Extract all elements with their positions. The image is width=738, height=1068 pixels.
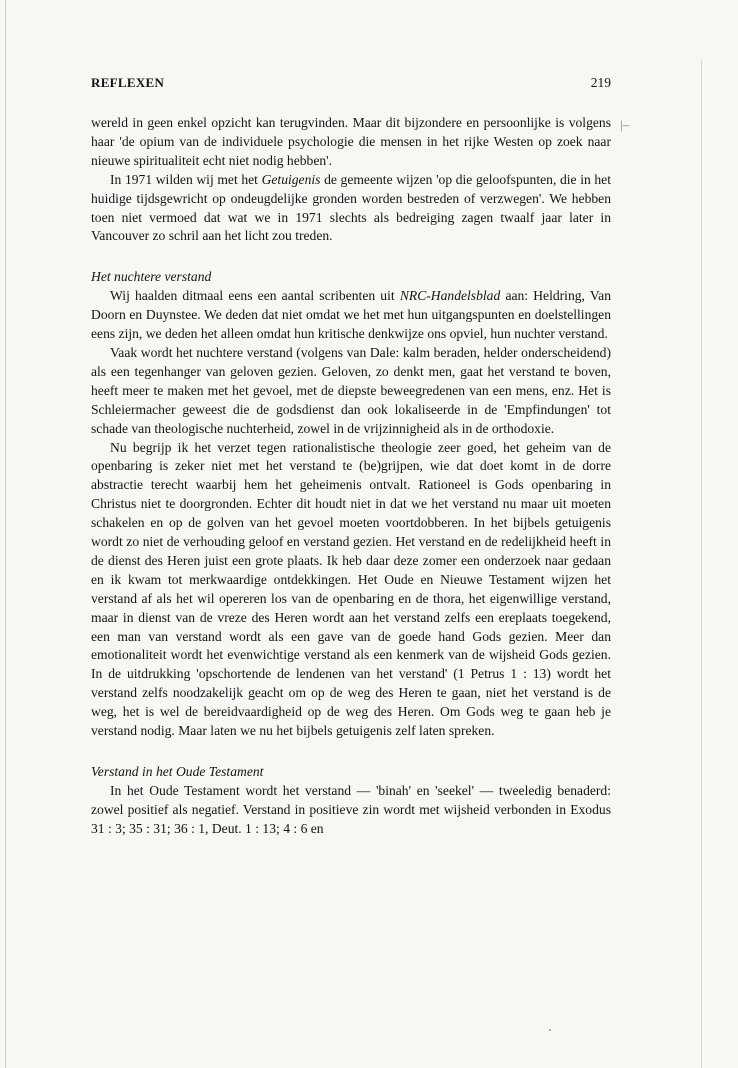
nrc-title: NRC-Handelsblad [399, 288, 501, 304]
margin-mark: |– [620, 117, 630, 132]
section-heading-nuchtere-verstand: Het nuchtere verstand [91, 269, 212, 285]
paragraph-1: wereld in geen enkel opzicht kan terugvinden. Maar dit bijzondere en persoonlijke is volgens haar 'de opium van de individuele psychologie die mensen in het rijke Westen op zoek naar nieuwe spiritualiteit echt niet nodig hebben'. [91, 115, 611, 168]
page-edge-right [701, 60, 702, 1068]
paragraph-2-start: In 1971 wilden wij met het [110, 171, 262, 187]
paragraph-3-rest: aan: Heldring, Van Doorn en Duynstee. We deden dat niet omdat we het met hun uitgangspunten en doelstellingen eens zijn, we deden het alleen omdat hun kritische denkwijze ons opviel, hun nuchter verstand. [91, 288, 612, 342]
page-edge-left [5, 0, 6, 1068]
paragraph-5: Nu begrijp ik het verzet tegen rationalistische theologie zeer goed, het geheim van de openbaring is zeker niet met het verstand te (be)grijpen, wie dat doet komt in de dorre abstractie terecht waarbij hem het geheimenis ontvalt. Rationeel is Gods openbaring in Christus niet te doorgronden. Echter dit houdt niet in dat we het verstand nu maar uit moeten schakelen en op de golven van het gevoel moeten voortdobberen. In het bijbels getuigenis wordt zo niet de verhouding geloof en verstand gezien. Het verstand en de redelijkheid heeft in de dienst des Heren juist een grote plaats. Ik heb daar deze zomer een onderzoek naar gedaan en ik kwam tot merkwaardige ontdekkingen. Het Oude en Nieuwe Testament wijzen het verstand af als het wil opereren los van de openbaring en de thora, het eigenwillige verstand, maar in dienst van de vreze des Heren wordt aan het verstand zelfs een ereplaats toegekend, een man van verstand wordt als een gave van de goede hand Gods gezien. Meer dan emotionaliteit wordt het evenwichtige verstand als een kenmerk van de wijsheid Gods gezien. In de uitdrukking 'opschortende de lendenen van het verstand' (1 Petrus 1 : 13) wordt het verstand zelfs noodzakelijk geacht om op de weg des Heren te gaan, niet het verstand is de weg, het is wel de bereidvaardigheid op de weg des Heren. Om Gods weg te gaan heb je verstand nodig. Maar laten we nu het bijbels getuigenis zelf laten spreken. [91, 439, 611, 739]
scan-speck [549, 1029, 551, 1031]
paragraph-2-rest: de gemeente wijzen 'op die geloofspunten, die in het huidige tijdsgewricht op ondeugdelijke gronden worden bestreden of verzwegen'. We hebben toen niet vermoed dat wat we in 1971 slechts als bedreiging zagen twaalf jaar later in Vancouver zo schril aan het licht zou treden. [91, 171, 611, 244]
paragraph-3-start: Wij haalden ditmaal eens een aantal scribenten uit [110, 288, 400, 304]
running-head: REFLEXEN [91, 75, 165, 90]
paragraph-6: In het Oude Testament wordt het verstand — 'binah' en 'seekel' — tweeledig benaderd: zowel positief als negatief. Verstand in positieve zin wordt met wijsheid verbonden in Exodus 31 : 3; 35 : 31; 36 : 1, Deut. 1 : 13; 4 : 6 en [91, 782, 611, 836]
paragraph-2 [91, 171, 611, 247]
page-header [91, 75, 611, 91]
getuigenis-title: Getuigenis [261, 171, 321, 187]
paragraph-4: Vaak wordt het nuchtere verstand (volgens van Dale: kalm beraden, helder onderscheidend) als een tegenhanger van geloven gezien. Geloven, zo denkt men, gaat het verstand te boven, heeft meer te maken met het gevoel, met de diepste beweegredenen van een mens, enz. Het is Schleiermacher geweest die de godsdienst dan ook lokaliseerde in de 'Empfindungen' tot schade van theologische nuchterheid, zowel in de vrijzinnigheid als in de orthodoxie. [91, 344, 611, 436]
section-heading-oude-testament: Verstand in het Oude Testament [91, 764, 264, 779]
paragraph-3 [91, 287, 611, 344]
page-number: 219 [590, 75, 611, 90]
text-column [91, 114, 611, 839]
